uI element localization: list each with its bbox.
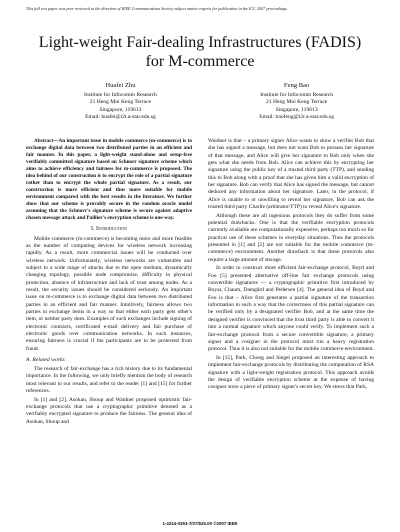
author-street: 21 Heng Mui Keng Terrace <box>89 99 152 106</box>
body-paragraph: Mobile commerce (m-commerce) is becoming more and more feasible as the number of computing devices for wireless network increasing rapidly. As a result, more commercial issues will be conducted over wireless network. Unfortunately, wireless networks are vulnerable and subject to a wide range of attacks due to the open medium, dynamically changing topology, possible node compromise, difficulty in physical protection, absence of infrastructure and lack of trust among nodes. As a result, the security issues should be considered seriously. An important issue on m-commerce is to exchange digital data between two distributed parties in an efficient and fair manner. Intuitively, fairness allows two parties to exchange items in a way so that either each party gets other's item, or neither party does. Examples of such exchanges include signing of electronic contracts, certificated e-mail delivery and fair purchase of electronic goods over communication networks. In such instances, ensuring fairness is crucial if the participants are to be protected from fraud. <box>26 235 192 352</box>
right-column <box>208 138 374 427</box>
author-email: Email: baofeng@i2r.a-star.edu.sg <box>259 114 334 121</box>
author-affiliation: Institute for Infocomm Research <box>84 91 157 98</box>
title-line-2: for M-commerce <box>145 53 255 70</box>
author-2 <box>259 82 334 122</box>
body-paragraph: The research of fair-exchange has a rich history due to its fundamental importance. In the following, we only briefly mention the body of research most relevant to our results, and refer to the reader [1] and [15] for further references. <box>26 366 192 395</box>
body-paragraph: In [1] and [2], Asokan, Shoup and Waidner proposed optimistic fair-exchange protocols that use a cryptographic primitive denoted as a verifiably encrypted signature to produce the fairness. The general idea of Asokan, Shoup and <box>26 396 192 425</box>
paper-title <box>26 33 374 71</box>
author-affiliation: Institute for Infocomm Research <box>260 91 334 98</box>
subsection-heading-related-works: A. Related works <box>26 357 65 364</box>
body-paragraph: Waidner is that – a primary signer Alice wants to show a verifier Bob that she has signed a message, but does not want Bob to possess her signature of that message, and Alice will give her signature to Bob only when she gets what she needs from Bob. Alice can achieve this by encrypting her signature using the public key of a trusted third party (TTP), and sending this to Bob along with a proof that she has given him a valid encryption of her signature. Bob can verify that Alice has signed the message, but cannot deduced any information about her signature. Later, in the protocol, if Alice is unable to or unwilling to reveal her signature, Bob can ask the trusted third party Charlie (arbitrator/TTP) to reveal Alice's signature. <box>208 137 374 211</box>
peer-review-notice: This full text paper was peer reviewed at the direction of IEEE Communications Society subject matter experts for publication in the ICC 2007 proceedings. <box>26 6 288 11</box>
author-email: Email: huafei@i2r.a-star.edu.sg <box>85 114 156 121</box>
author-name: Feng Bao <box>283 82 310 89</box>
author-name: Huafei Zhu <box>105 82 136 89</box>
body-paragraph: In order to construct more efficient fair-exchange protocol, Boyd and Foo [5] presented alternative off-line fair exchange protocols using convertible signatures — a cryptographic primitive first introduced by Boyar, Chaum, Damgård and Pedersen [4]. The general idea of Boyd and Foo is that – Alice first generates a partial signature of the transaction information in such a way that the correctness of this partial signature can be verified only by a designated verifier Bob, and at the same time the designed verifier is convinced that the trust third party is able to convert it into a normal signature which anyone could verify. To implement such a fair-exchange protocol from a secure convertible signature, a primary signer and a cosigner in the protocol must run a heavy registration protocol. Thus it is also not suitable for the mobile commerce environment. <box>208 265 374 353</box>
body-paragraph: In [15], Park, Chong and Siegel proposed an interesting approach to implement fair-exchange protocols by distributing the computation of RSA signature with a light-weight registration protocol. This approach avoids the design of verifiable encryption scheme at the expense of having cosigner store a piece of primary signer's secret key. We stress that Park, <box>208 354 374 391</box>
author-street: 21 Heng Mui Keng Terrace <box>265 99 328 106</box>
left-column <box>26 138 192 427</box>
author-city: Singapore, 119613 <box>99 106 142 113</box>
body-columns <box>26 138 374 427</box>
author-city: Singapore, 119613 <box>275 106 318 113</box>
author-1 <box>84 82 157 122</box>
copyright-footer: 1-4244-0353-7/07/$25.00 ©2007 IEEE <box>162 521 238 526</box>
abstract: Abstract—An important issue in mobile commerce (m-commerce) is to exchange digital data between two distributed parties in an efficient and fair manner. In this paper, a light-weight stand-alone and setup-free verifiably committed signature based on Schnorr signature scheme which aims to achieve efficiency and fairness for m-commerce is proposed. The idea behind of our construction is to encrypt the role of a partial signature rather than to encrypt the whole partial signature. As a result, our construction is more efficient and thus more suitable for mobile environment compared with the best results in the literature. We further show that our scheme is provably secure in the random oracle model assuming that the Schnorr's signature scheme is secure against adaptive chosen message attack and Paillier's encryption scheme is one-way. <box>26 137 192 222</box>
body-paragraph: Although these are all ingenious protocols they do suffer from some potential drawbacks. One is that the verifiable encryption protocols currently available are computationally expensive, perhaps too much so for practical use of these schemes in everyday situations. Thus the protocols presented in [1] and [2] are not suitable for the mobile commerce (m-commerce) environment. Another drawback is that these protocols also require a large amount of storage. <box>208 212 374 263</box>
author-block <box>26 82 374 122</box>
section-heading-introduction: I. Introduction <box>91 225 127 232</box>
title-line-1: Light-weight Fair-dealing Infrastructures (FADIS) <box>38 34 362 51</box>
